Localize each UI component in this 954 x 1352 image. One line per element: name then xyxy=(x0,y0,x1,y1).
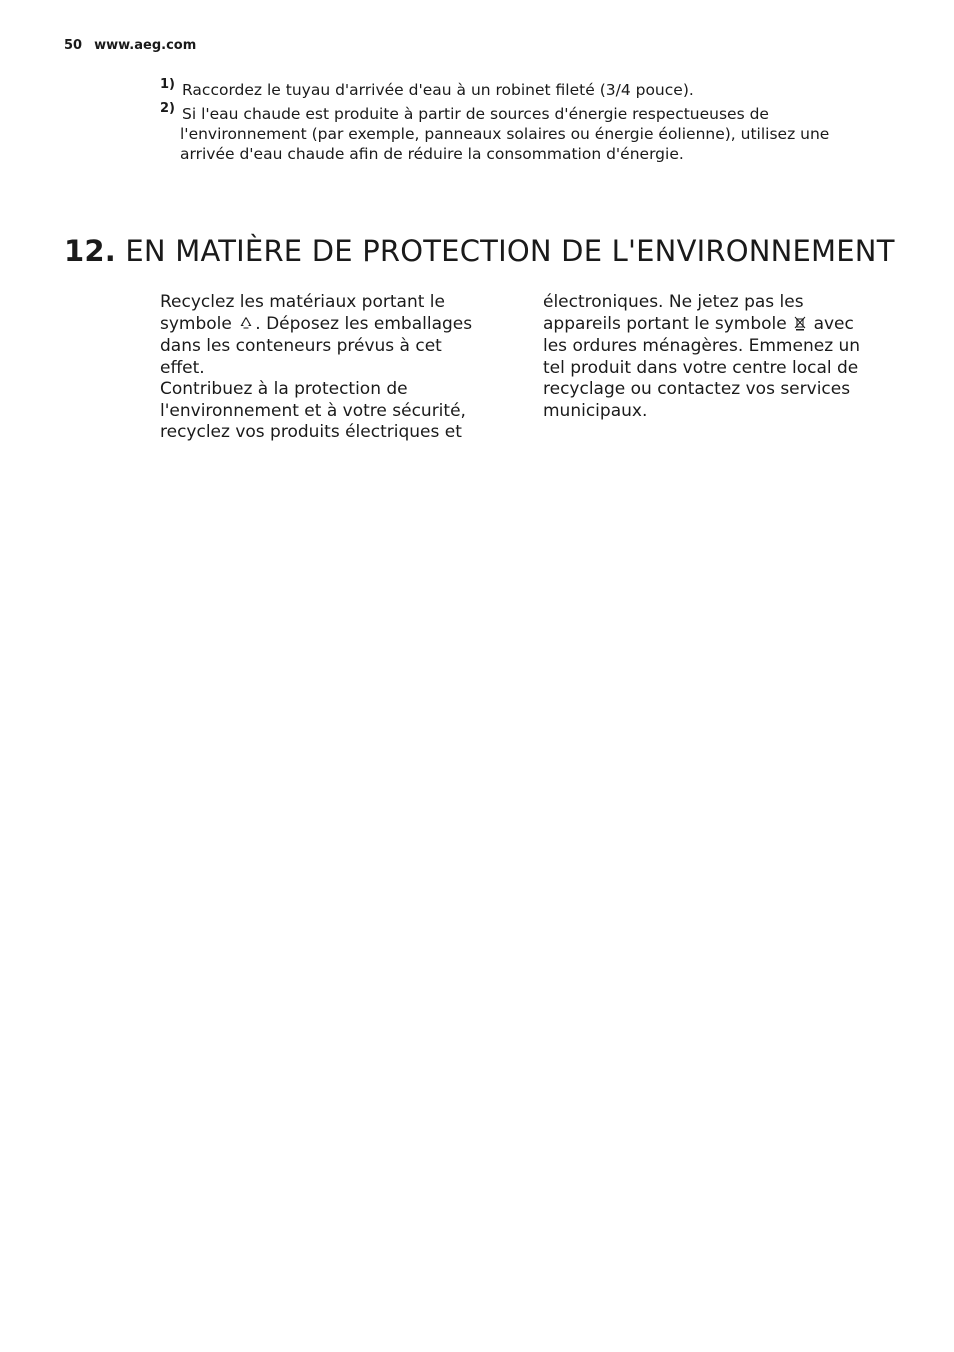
site-url: www.aeg.com xyxy=(94,38,197,53)
footnote-text: Raccordez le tuyau d'arrivée d'eau à un robinet fileté (3/4 pouce). xyxy=(182,81,694,99)
paragraph-text: avec les ordures ménagères. Emmenez un tel produit dans votre centre local de recyclage ou contactez vos services municipaux. xyxy=(543,313,861,421)
paragraph-weee xyxy=(543,292,873,422)
paragraph-text: Recyclez les matériaux portant le symbole xyxy=(160,292,445,334)
paragraph-contribute: Contribuez à la protection de l'environnement et à votre sécurité, recyclez vos produits électriques et xyxy=(160,379,466,442)
paragraph-text: . Déposez les emballages dans les conteneurs prévus à cet effet. xyxy=(160,313,473,378)
footnote-1 xyxy=(160,77,860,100)
column-right xyxy=(543,292,873,422)
recycle-icon xyxy=(237,315,255,337)
section-number: 12. xyxy=(64,234,116,268)
footnote-text: Si l'eau chaude est produite à partir de sources d'énergie respectueuses de l'environnement (par exemple, panneaux solaires ou énergie éolienne), utilisez une arrivée d'eau chaude afin de réduire la consommation d'énergie. xyxy=(180,105,830,163)
footnotes xyxy=(160,77,860,168)
page-header xyxy=(64,38,196,53)
section-title xyxy=(64,234,895,268)
paragraph-recycle-packaging xyxy=(160,292,490,379)
column-left xyxy=(160,292,490,444)
paragraph-text: électroniques. Ne jetez pas les appareils portant le symbole xyxy=(543,292,804,334)
page-number: 50 xyxy=(64,38,83,53)
section-heading: EN MATIÈRE DE PROTECTION DE L'ENVIRONNEMENT xyxy=(125,234,895,268)
footnote-2 xyxy=(160,101,860,164)
crossed-bin-icon xyxy=(792,315,808,337)
footnote-marker: 1) xyxy=(160,77,175,92)
footnote-marker: 2) xyxy=(160,101,175,116)
